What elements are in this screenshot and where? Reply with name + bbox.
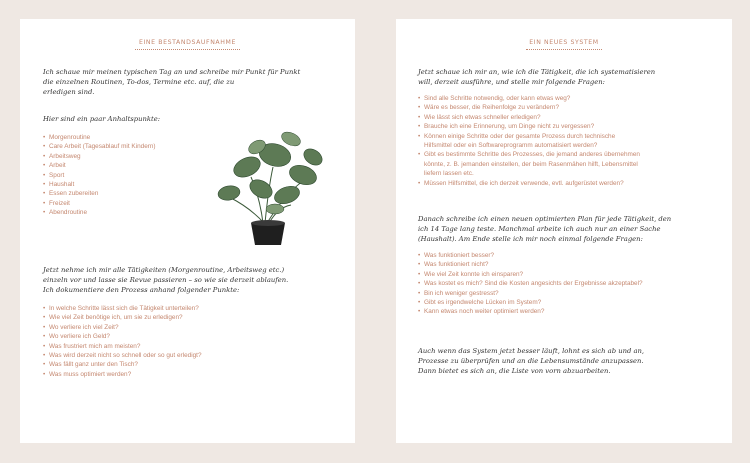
list-item: • Freizeit xyxy=(43,199,156,208)
list-item: • Morgenroutine xyxy=(43,133,156,142)
text-line: will, derzeit ausführe, und stelle mir folgende Fragen: xyxy=(418,78,605,86)
list-item: • Essen zubereiten xyxy=(43,189,156,198)
list-item: • Können einige Schritte oder der gesamte Prozess durch technische Hilfsmittel oder ein Softwareprogramm automatisiert werden? xyxy=(418,132,640,151)
list-item: • Kann etwas noch weiter optimiert werden? xyxy=(418,307,643,316)
list-item: • Abendroutine xyxy=(43,208,156,217)
closing-paragraph xyxy=(418,346,723,376)
list-item: • Care Arbeit (Tagesablauf mit Kindern) xyxy=(43,142,156,151)
question-list xyxy=(418,94,640,188)
page-title: EIN NEUES SYSTEM xyxy=(529,39,599,46)
text-line: Jetzt schaue ich mir an, wie ich die Tätigkeit, die ich systematisieren xyxy=(418,68,656,76)
list-item: • Müssen Hilfsmittel, die ich derzeit verwende, evtl. aufgerüstet werden? xyxy=(418,179,640,188)
list-item: • Was funktioniert nicht? xyxy=(418,260,643,269)
left-page xyxy=(20,19,355,443)
list-item: • In welche Schritte lässt sich die Tätigkeit unterteilen? xyxy=(43,304,202,313)
text-line: ich 14 Tage lang teste. Manchmal arbeite ich auch nur an einer Sache xyxy=(418,225,661,233)
text-line: erledigen sind. xyxy=(43,88,95,96)
list-item: • Wie viel Zeit konnte ich einsparen? xyxy=(418,270,643,279)
title-divider xyxy=(526,49,602,50)
anhalt-list xyxy=(43,133,156,218)
right-page xyxy=(396,19,732,443)
text-line: Ich schaue mir meinen typischen Tag an und schreibe mir Punkt für Punkt xyxy=(43,68,301,76)
list-item: • Wo verliere ich Geld? xyxy=(43,332,202,341)
list-item: • Bin ich weniger gestresst? xyxy=(418,289,643,298)
list-item: • Was fällt ganz unter den Tisch? xyxy=(43,360,202,369)
list-item: • Haushalt xyxy=(43,180,156,189)
anhalt-heading: Hier sind ein paar Anhaltspunkte: xyxy=(43,115,161,123)
list-item: • Sind alle Schritte notwendig, oder kann etwas weg? xyxy=(418,94,640,103)
text-line: Prozesse zu überprüfen und an die Lebensumstände anzupassen. xyxy=(418,357,644,365)
title-divider xyxy=(135,49,240,50)
text-line: Jetzt nehme ich mir alle Tätigkeiten (Morgenroutine, Arbeitsweg etc.) xyxy=(43,266,285,274)
list-item: • Was wird derzeit nicht so schnell oder so gut erledigt? xyxy=(43,351,202,360)
process-list xyxy=(43,304,202,379)
text-line: Danach schreibe ich einen neuen optimierten Plan für jede Tätigkeit, den xyxy=(418,215,672,223)
potted-plant-illustration xyxy=(217,119,329,247)
text-line: Auch wenn das System jetzt besser läuft, lohnt es sich ab und an, xyxy=(418,347,645,355)
text-line: (Haushalt). Am Ende stelle ich mir noch einmal folgende Fragen: xyxy=(418,235,643,243)
plan-paragraph xyxy=(418,214,728,244)
list-item: • Was kostet es mich? Sind die Kosten angesichts der Ergebnisse akzeptabel? xyxy=(418,279,643,288)
text-line: einzeln vor und lasse sie Revue passieren – so wie sie derzeit ablaufen. xyxy=(43,276,289,284)
list-item: • Was funktioniert besser? xyxy=(418,251,643,260)
text-line: Dann bietet es sich an, die Liste von vorn abzuarbeiten. xyxy=(418,367,611,375)
list-item: • Brauche ich eine Erinnerung, um Dinge nicht zu vergessen? xyxy=(418,122,640,131)
review-list xyxy=(418,251,643,317)
list-item: • Gibt es irgendwelche Lücken im System? xyxy=(418,298,643,307)
list-item: • Was muss optimiert werden? xyxy=(43,370,202,379)
list-item: • Wie viel Zeit benötige ich, um sie zu erledigen? xyxy=(43,313,202,322)
list-item: • Wäre es besser, die Reihenfolge zu verändern? xyxy=(418,103,640,112)
text-line: Ich dokumentiere den Prozess anhand folgender Punkte: xyxy=(43,286,240,294)
intro-paragraph xyxy=(418,67,723,87)
list-item: • Wie lässt sich etwas schneller erledigen? xyxy=(418,113,640,122)
intro-paragraph xyxy=(43,67,343,97)
page-title: EINE BESTANDSAUFNAHME xyxy=(139,39,236,46)
list-item: • Was frustriert mich am meisten? xyxy=(43,342,202,351)
second-paragraph xyxy=(43,265,348,295)
list-item: • Wo verliere ich viel Zeit? xyxy=(43,323,202,332)
text-line: die einzelnen Routinen, To-dos, Termine etc. auf, die zu xyxy=(43,78,235,86)
list-item: • Arbeitsweg xyxy=(43,152,156,161)
list-item: • Gibt es bestimmte Schritte des Prozesses, die jemand anderes übernehmen könnte, z. B. jemanden einstellen, der beim Rasenmähen hilft, Lebensmittel liefern lassen etc. xyxy=(418,150,640,178)
list-item: • Sport xyxy=(43,171,156,180)
list-item: • Arbeit xyxy=(43,161,156,170)
